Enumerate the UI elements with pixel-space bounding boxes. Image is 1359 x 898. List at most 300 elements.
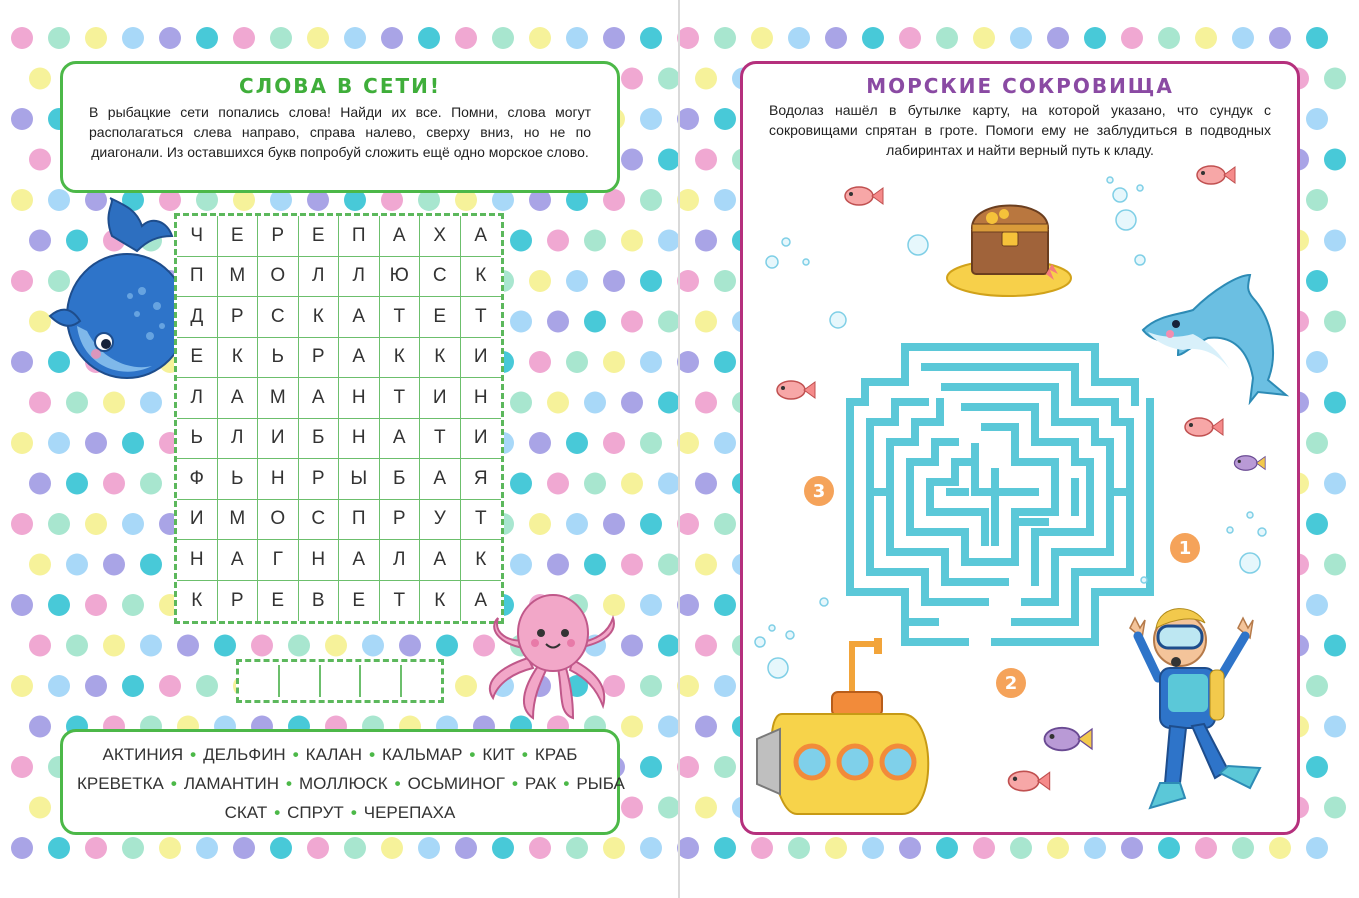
polka-dot — [1324, 797, 1346, 819]
polka-dot — [1324, 149, 1346, 171]
grid-cell[interactable]: Е — [258, 581, 299, 622]
grid-cell[interactable]: К — [177, 581, 218, 622]
polka-dot — [640, 432, 662, 454]
grid-cell[interactable]: Т — [461, 500, 502, 541]
polka-dot — [196, 837, 218, 859]
polka-dot — [11, 756, 33, 778]
polka-dot — [621, 311, 643, 333]
answer-cell[interactable] — [239, 665, 280, 697]
right-page-title: МОРСКИЕ СОКРОВИЩА — [866, 74, 1174, 98]
grid-cell[interactable]: А — [474, 589, 488, 611]
polka-dot — [695, 311, 717, 333]
polka-dot — [103, 473, 125, 495]
polka-dot — [547, 473, 569, 495]
polka-dot — [566, 27, 588, 49]
polka-dot — [29, 716, 51, 738]
polka-dot — [140, 392, 162, 414]
polka-dot — [455, 27, 477, 49]
word-list-item: РЫБА — [576, 774, 625, 793]
polka-dot — [621, 149, 643, 171]
polka-dot — [11, 594, 33, 616]
grid-cell[interactable]: А — [420, 459, 461, 500]
polka-dot — [899, 27, 921, 49]
polka-dot — [677, 270, 699, 292]
word-list-item: КИТ — [482, 745, 515, 764]
grid-cell[interactable]: А — [380, 419, 421, 460]
grid-cell[interactable]: У — [420, 500, 461, 541]
polka-dot — [677, 351, 699, 373]
polka-dot — [936, 837, 958, 859]
polka-dot — [751, 27, 773, 49]
bullet-separator: • — [469, 745, 476, 764]
polka-dot — [29, 149, 51, 171]
polka-dot — [11, 27, 33, 49]
polka-dot — [529, 837, 551, 859]
left-instructions: В рыбацкие сети попались слова! Найди их все. Помни, слова могут располагаться слева направо, справа налево, сверху вниз, но не по диагонали. Из оставшихся букв попробуй сложить ещё одно морское слово. — [89, 104, 591, 160]
grid-cell[interactable]: Ь — [258, 338, 299, 379]
grid-cell[interactable]: Н — [339, 378, 380, 419]
grid-cell[interactable]: Е — [177, 338, 218, 379]
grid-cell[interactable]: Ы — [339, 459, 380, 500]
polka-dot — [11, 351, 33, 373]
polka-dot — [658, 797, 680, 819]
polka-dot — [640, 27, 662, 49]
polka-dot — [621, 392, 643, 414]
grid-cell[interactable]: С — [420, 257, 461, 298]
grid-cell[interactable]: И — [177, 500, 218, 541]
grid-cell[interactable]: И — [258, 419, 299, 460]
grid-cell[interactable]: Е — [299, 216, 340, 257]
polka-dot — [29, 68, 51, 90]
polka-dot — [603, 432, 625, 454]
polka-dot — [103, 554, 125, 576]
polka-dot — [677, 108, 699, 130]
polka-dot — [418, 837, 440, 859]
maze-entrance-2[interactable]: 2 — [996, 668, 1026, 698]
polka-dot — [1324, 716, 1346, 738]
word-list-item: РАК — [524, 774, 557, 793]
grid-cell[interactable]: М — [258, 378, 299, 419]
polka-dot — [566, 351, 588, 373]
polka-dot — [510, 392, 532, 414]
word-list-item: КАЛАН — [305, 745, 363, 764]
polka-dot — [584, 554, 606, 576]
polka-dot — [325, 635, 347, 657]
polka-dot — [48, 513, 70, 535]
word-list-line — [77, 769, 625, 798]
bullet-separator: • — [563, 774, 570, 793]
polka-dot — [658, 230, 680, 252]
grid-cell[interactable]: Р — [218, 581, 259, 622]
polka-dot — [584, 230, 606, 252]
polka-dot — [640, 594, 662, 616]
polka-dot — [714, 27, 736, 49]
grid-cell[interactable]: Б — [380, 459, 421, 500]
polka-dot — [899, 837, 921, 859]
polka-dot — [621, 797, 643, 819]
polka-dot — [85, 837, 107, 859]
polka-dot — [11, 432, 33, 454]
polka-dot — [85, 594, 107, 616]
polka-dot — [288, 635, 310, 657]
answer-cell[interactable] — [402, 665, 441, 697]
polka-dot — [1084, 27, 1106, 49]
polka-dot — [1010, 27, 1032, 49]
polka-dot — [936, 27, 958, 49]
polka-dot — [677, 27, 699, 49]
grid-cell[interactable]: Д — [177, 297, 218, 338]
polka-dot — [29, 554, 51, 576]
right-instructions: Водолаз нашёл в бутылке карту, на которой указано, что сундук с сокровищами спрятан в гроте. Помоги ему не заблудиться в подводных лабиринтах и найти верный путь к кладу. — [769, 102, 1271, 158]
polka-dot — [1121, 27, 1143, 49]
grid-cell[interactable]: М — [218, 500, 259, 541]
polka-dot — [603, 837, 625, 859]
polka-dot — [122, 432, 144, 454]
bullet-separator: • — [369, 745, 376, 764]
polka-dot — [621, 554, 643, 576]
polka-dot — [640, 270, 662, 292]
polka-dot — [48, 594, 70, 616]
polka-dot — [529, 513, 551, 535]
polka-dot — [714, 594, 736, 616]
grid-cell[interactable]: К — [420, 581, 461, 622]
polka-dot — [29, 797, 51, 819]
bubbles-decoration — [750, 160, 1290, 680]
polka-dot — [48, 27, 70, 49]
grid-cell[interactable]: Е — [339, 581, 380, 622]
grid-cell[interactable]: А — [218, 378, 259, 419]
polka-dot — [1306, 594, 1328, 616]
polka-dot — [788, 27, 810, 49]
grid-cell[interactable]: И — [420, 378, 461, 419]
polka-dot — [1195, 837, 1217, 859]
polka-dot — [251, 635, 273, 657]
grid-cell[interactable]: О — [258, 500, 299, 541]
grid-cell[interactable]: Ю — [380, 257, 421, 298]
grid-cell[interactable]: Н — [299, 540, 340, 581]
polka-dot — [677, 675, 699, 697]
grid-cell[interactable]: И — [461, 338, 502, 379]
bullet-separator: • — [190, 745, 197, 764]
grid-cell[interactable]: А — [339, 540, 380, 581]
grid-cell[interactable]: Я — [461, 459, 502, 500]
polka-dot — [11, 837, 33, 859]
polka-dot — [159, 675, 181, 697]
grid-cell[interactable]: А — [420, 540, 461, 581]
answer-boxes[interactable] — [236, 659, 444, 703]
grid-cell[interactable]: В — [299, 581, 340, 622]
grid-cell[interactable]: Л — [177, 378, 218, 419]
polka-dot — [29, 635, 51, 657]
polka-dot — [436, 635, 458, 657]
polka-dot — [1306, 270, 1328, 292]
word-list-item: ДЕЛЬФИН — [203, 745, 286, 764]
bullet-separator: • — [274, 803, 281, 822]
left-page-title: СЛОВА В СЕТИ! — [238, 74, 442, 98]
grid-cell[interactable]: П — [339, 216, 380, 257]
fish-icon — [1004, 768, 1052, 794]
polka-dot — [48, 675, 70, 697]
polka-dot — [122, 513, 144, 535]
polka-dot — [714, 675, 736, 697]
polka-dot — [1158, 837, 1180, 859]
polka-dot — [1306, 513, 1328, 535]
polka-dot — [658, 149, 680, 171]
page-fold — [678, 0, 680, 898]
polka-dot — [196, 675, 218, 697]
polka-dot — [1269, 837, 1291, 859]
polka-dot — [695, 149, 717, 171]
polka-dot — [677, 594, 699, 616]
grid-cell[interactable]: А — [380, 216, 421, 257]
grid-cell[interactable]: Л — [218, 419, 259, 460]
polka-dot — [529, 351, 551, 373]
polka-dot — [658, 473, 680, 495]
polka-dot — [566, 513, 588, 535]
maze-entrance-3[interactable]: 3 — [804, 476, 834, 506]
polka-dot — [29, 392, 51, 414]
answer-cell[interactable] — [280, 665, 321, 697]
polka-dot — [381, 837, 403, 859]
polka-dot — [11, 270, 33, 292]
polka-dot — [455, 837, 477, 859]
polka-dot — [233, 837, 255, 859]
word-list-item: ОСЬМИНОГ — [407, 774, 505, 793]
left-instructions-box — [60, 61, 620, 193]
polka-dot — [1324, 554, 1346, 576]
polka-dot — [1047, 837, 1069, 859]
grid-cell[interactable]: Л — [380, 540, 421, 581]
grid-cell[interactable]: Т — [420, 419, 461, 460]
polka-dot — [973, 837, 995, 859]
polka-dot — [658, 392, 680, 414]
grid-cell[interactable]: Т — [380, 378, 421, 419]
grid-cell[interactable]: Х — [420, 216, 461, 257]
grid-cell[interactable]: С — [299, 500, 340, 541]
polka-dot — [1084, 837, 1106, 859]
bullet-separator: • — [292, 745, 299, 764]
grid-cell[interactable]: Л — [299, 257, 340, 298]
answer-cell[interactable] — [321, 665, 362, 697]
polka-dot — [621, 230, 643, 252]
polka-dot — [1324, 311, 1346, 333]
word-list-item: КРАБ — [534, 745, 578, 764]
bullet-separator: • — [286, 774, 292, 793]
polka-dot — [1158, 27, 1180, 49]
polka-dot — [159, 27, 181, 49]
grid-cell[interactable]: Н — [177, 540, 218, 581]
grid-cell[interactable]: К — [461, 257, 502, 298]
polka-dot — [510, 311, 532, 333]
bullet-separator: • — [394, 774, 401, 793]
bullet-separator: • — [170, 774, 177, 793]
grid-cell[interactable]: А — [218, 540, 259, 581]
polka-dot — [1306, 108, 1328, 130]
polka-dot — [1306, 837, 1328, 859]
polka-dot — [159, 837, 181, 859]
polka-dot — [270, 837, 292, 859]
polka-dot — [695, 392, 717, 414]
grid-cell[interactable]: М — [218, 257, 259, 298]
grid-cell[interactable]: Е — [420, 297, 461, 338]
polka-dot — [1306, 189, 1328, 211]
polka-dot — [547, 392, 569, 414]
polka-dot — [677, 756, 699, 778]
polka-dot — [85, 513, 107, 535]
word-list-item: КАЛЬМАР — [382, 745, 463, 764]
polka-dot — [399, 635, 421, 657]
polka-dot — [640, 189, 662, 211]
polka-dot — [603, 513, 625, 535]
polka-dot — [418, 27, 440, 49]
grid-cell[interactable]: Р — [299, 459, 340, 500]
polka-dot — [603, 27, 625, 49]
grid-cell[interactable]: К — [420, 338, 461, 379]
word-list-box — [60, 729, 625, 835]
polka-dot — [695, 797, 717, 819]
grid-cell[interactable]: Ч — [177, 216, 218, 257]
polka-dot — [122, 837, 144, 859]
grid-cell[interactable]: Р — [299, 338, 340, 379]
answer-cell[interactable] — [361, 665, 402, 697]
polka-dot — [695, 716, 717, 738]
grid-cell[interactable]: К — [299, 297, 340, 338]
polka-dot — [695, 635, 717, 657]
grid-cell[interactable]: П — [177, 257, 218, 298]
word-list-item: СПРУТ — [287, 803, 344, 822]
polka-dot — [640, 756, 662, 778]
polka-dot — [621, 68, 643, 90]
grid-cell[interactable]: Ф — [177, 459, 218, 500]
grid-cell[interactable]: Л — [339, 257, 380, 298]
polka-dot — [103, 635, 125, 657]
grid-cell[interactable]: Г — [258, 540, 299, 581]
polka-dot — [621, 473, 643, 495]
grid-cell[interactable]: А — [299, 378, 340, 419]
polka-dot — [603, 351, 625, 373]
polka-dot — [1306, 432, 1328, 454]
grid-cell[interactable]: Р — [258, 216, 299, 257]
polka-dot — [695, 473, 717, 495]
polka-dot — [658, 311, 680, 333]
polka-dot — [695, 554, 717, 576]
polka-dot — [1010, 837, 1032, 859]
grid-cell[interactable]: Ь — [218, 459, 259, 500]
grid-cell[interactable]: Т — [380, 297, 421, 338]
polka-dot — [862, 27, 884, 49]
polka-dot — [529, 270, 551, 292]
polka-dot — [677, 189, 699, 211]
grid-cell[interactable]: С — [258, 297, 299, 338]
word-list-item: ЧЕРЕПАХА — [363, 803, 456, 822]
grid-cell[interactable]: Т — [380, 581, 421, 622]
polka-dot — [344, 27, 366, 49]
polka-dot — [85, 27, 107, 49]
grid-cell[interactable]: Р — [380, 500, 421, 541]
grid-cell[interactable]: А — [461, 216, 502, 257]
polka-dot — [714, 189, 736, 211]
polka-dot — [1269, 27, 1291, 49]
polka-dot — [510, 230, 532, 252]
polka-dot — [547, 554, 569, 576]
polka-dot — [658, 635, 680, 657]
grid-cell[interactable]: Н — [258, 459, 299, 500]
polka-dot — [862, 837, 884, 859]
whale-icon — [42, 196, 192, 386]
polka-dot — [677, 837, 699, 859]
polka-dot — [66, 473, 88, 495]
grid-cell[interactable]: Т — [461, 297, 502, 338]
polka-dot — [11, 675, 33, 697]
polka-dot — [177, 635, 199, 657]
polka-dot — [714, 351, 736, 373]
grid-cell[interactable]: Н — [339, 419, 380, 460]
polka-dot — [788, 837, 810, 859]
grid-cell[interactable]: Р — [218, 297, 259, 338]
polka-dot — [1121, 837, 1143, 859]
grid-cell[interactable]: К — [218, 338, 259, 379]
grid-cell[interactable]: К — [461, 540, 502, 581]
polka-dot — [640, 837, 662, 859]
grid-cell[interactable]: Ь — [177, 419, 218, 460]
polka-dot — [362, 635, 384, 657]
polka-dot — [307, 837, 329, 859]
polka-dot — [714, 108, 736, 130]
polka-dot — [344, 837, 366, 859]
polka-dot — [66, 635, 88, 657]
polka-dot — [1324, 392, 1346, 414]
polka-dot — [640, 351, 662, 373]
polka-dot — [11, 513, 33, 535]
polka-dot — [529, 27, 551, 49]
grid-cell[interactable]: А — [339, 338, 380, 379]
grid-cell[interactable]: А — [339, 297, 380, 338]
maze-entrance-1[interactable]: 1 — [1170, 533, 1200, 563]
grid-cell[interactable]: Б — [299, 419, 340, 460]
polka-dot — [1232, 27, 1254, 49]
grid-cell[interactable]: Е — [218, 216, 259, 257]
polka-dot — [140, 554, 162, 576]
octopus-icon — [478, 588, 628, 728]
polka-dot — [492, 837, 514, 859]
polka-dot — [1047, 27, 1069, 49]
grid-cell[interactable]: Н — [461, 378, 502, 419]
polka-dot — [48, 432, 70, 454]
grid-cell[interactable]: И — [461, 419, 502, 460]
polka-dot — [566, 432, 588, 454]
polka-dot — [973, 27, 995, 49]
polka-dot — [270, 27, 292, 49]
polka-dot — [714, 432, 736, 454]
grid-cell[interactable]: П — [339, 500, 380, 541]
polka-dot — [1232, 837, 1254, 859]
polka-dot — [85, 432, 107, 454]
polka-dot — [825, 837, 847, 859]
bullet-separator: • — [511, 774, 518, 793]
polka-dot — [510, 473, 532, 495]
polka-dot — [492, 27, 514, 49]
polka-dot — [714, 837, 736, 859]
word-list-item: СКАТ — [224, 803, 268, 822]
grid-cell[interactable]: О — [258, 257, 299, 298]
polka-dot — [66, 554, 88, 576]
word-search-grid — [174, 213, 504, 624]
word-list-line — [77, 740, 603, 769]
grid-cell[interactable]: К — [380, 338, 421, 379]
polka-dot — [122, 675, 144, 697]
polka-dot — [566, 837, 588, 859]
word-list-item: ЛАМАНТИН — [183, 774, 279, 793]
